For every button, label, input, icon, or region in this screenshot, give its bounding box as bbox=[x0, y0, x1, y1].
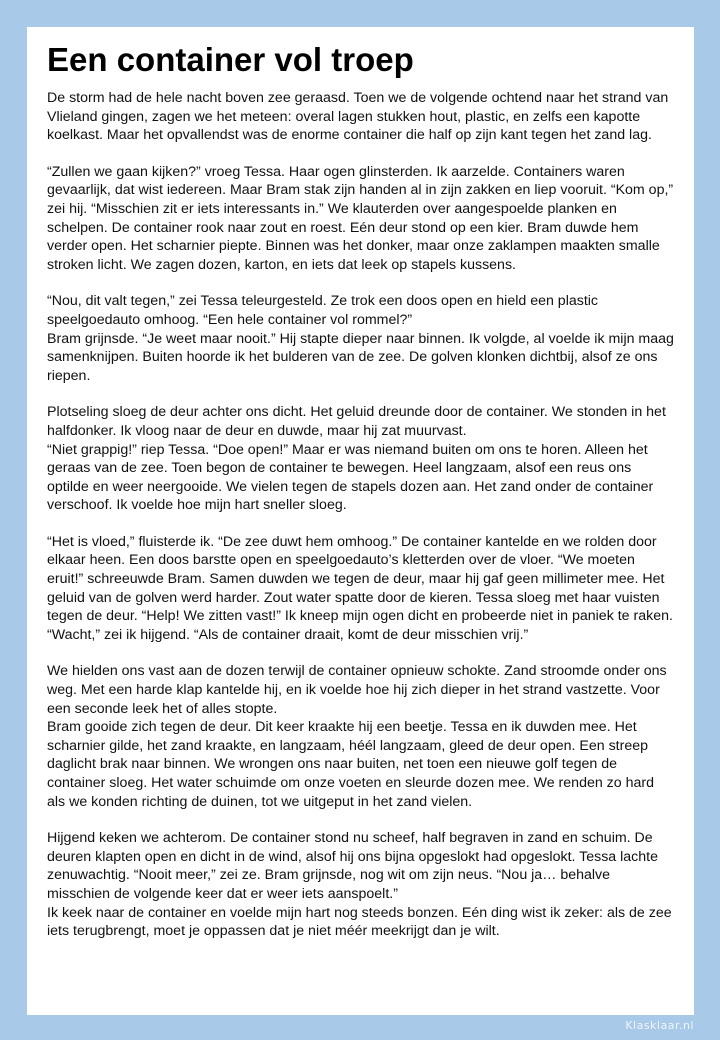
story-paragraph-1: De storm had de hele nacht boven zee geraasd. Toen we de volgende ochtend naar het strand van Vlieland gingen, zagen we het meteen: overal lagen stukken hout, plastic, en zelfs een kapotte koelkast. Maar het opvallendst was de enorme container die half op zijn kant tegen het zand lag. bbox=[47, 90, 669, 144]
story-paragraph-3: “Nou, dit valt tegen,” zei Tessa teleurgesteld. Ze trok een doos open en hield een plastic speelgoedauto omhoog. “Een hele container vol rommel?” Bram grijnsde. “Je weet maar nooit.” Hij stapte dieper naar binnen. Ik volgde, al voelde ik mijn maag samenknijpen. Buiten hoorde ik het bulderen van de zee. De golven klonken dichtbij, alsof ze ons riepen. bbox=[47, 293, 674, 384]
worksheet-page bbox=[27, 27, 694, 1015]
story-paragraph-5: “Het is vloed,” fluisterde ik. “De zee duwt hem omhoog.” De container kantelde en we rolden door elkaar heen. Een doos barstte open en speelgoedauto’s kletterden over de vloer. “We moeten eruit!” schreeuwde Bram. Samen duwden we tegen de deur, maar hij gaf geen millimeter mee. Het geluid van de golven werd harder. Zout water spatte door de kieren. Tessa sloeg met haar vuisten tegen de deur. “Help! We zitten vast!” Ik kneep mijn ogen dicht en probeerde niet in paniek te raken. “Wacht,” zei ik hijgend. “Als de container draait, komt de deur misschien vrij.” bbox=[47, 533, 673, 643]
story-title: Een container vol troep bbox=[47, 41, 414, 78]
footer-brand: Klasklaar.nl bbox=[625, 1019, 694, 1032]
story-body bbox=[47, 89, 674, 941]
story-paragraph-4: Plotseling sloeg de deur achter ons dicht. Het geluid dreunde door de container. We stonden in het halfdonker. Ik vloog naar de deur en duwde, maar hij zat muurvast. “Niet grappig!” riep Tessa. “Doe open!” Maar er was niemand buiten om ons te horen. Alleen het geraas van de zee. Toen begon de container te bewegen. Heel langzaam, alsof een reus ons optilde en weer neergooide. We vielen tegen de stapels dozen aan. Het zand onder de container verschoof. Ik voelde hoe mijn hart sneller sloeg. bbox=[47, 404, 666, 514]
story-paragraph-2: “Zullen we gaan kijken?” vroeg Tessa. Haar ogen glinsterden. Ik aarzelde. Containers waren gevaarlijk, dat wist iedereen. Maar Bram stak zijn handen al in zijn zakken en liep vooruit. “Kom op,” zei hij. “Misschien zit er iets interessants in.” We klauterden over aangespoelde planken en schelpen. De container rook naar zout en roest. Eén deur stond op een kier. Bram duwde hem verder open. Het scharnier piepte. Binnen was het donker, maar onze zaklampen maakten smalle stroken licht. We zagen dozen, karton, en iets dat leek op stapels kussens. bbox=[47, 163, 674, 273]
story-paragraph-7: Hijgend keken we achterom. De container stond nu scheef, half begraven in zand en schuim. De deuren klapten open en dicht in de wind, alsof hij ons bijna opgeslokt had opgeslokt. Tessa lachte zenuwachtig. “Nooit meer,” zei ze. Bram grijnsde, nog wit om zijn neus. “Nou ja… behalve misschien de volgende keer dat er weer iets aanspoelt.” Ik keek naar de container en voelde mijn hart nog steeds bonzen. Eén ding wist ik zeker: als de zee iets terugbrengt, moet je oppassen dat je niet méér meekrijgt dan je wilt. bbox=[47, 830, 672, 940]
story-paragraph-6: We hielden ons vast aan de dozen terwijl de container opnieuw schokte. Zand stroomde onder ons weg. Met een harde klap kantelde hij, en ik voelde hoe hij zich dieper in het strand vastzette. Voor een seconde leek het of alles stopte. Bram gooide zich tegen de deur. Dit keer kraakte hij een beetje. Tessa en ik duwden mee. Het scharnier gilde, het zand kraakte, en langzaam, héél langzaam, gleed de deur open. Een streep daglicht brak naar binnen. We wrongen ons naar buiten, net toen een nieuwe golf tegen de container sloeg. Het water schuimde om onze voeten en sleurde dozen mee. We renden zo hard als we konden richting de duinen, tot we uitgeput in het zand vielen. bbox=[47, 663, 667, 810]
